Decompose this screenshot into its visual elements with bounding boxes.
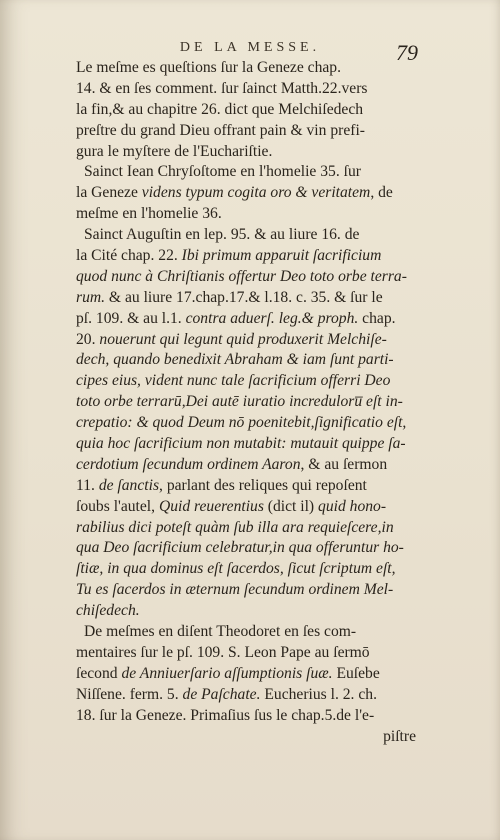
text-line [76, 204, 426, 225]
roman-text: Euſebe [332, 664, 380, 682]
roman-text: (dict il) [263, 497, 319, 515]
italic-text: de ſanctis [98, 476, 160, 494]
text-line [76, 727, 426, 748]
text-line [76, 288, 426, 309]
roman-text: 20. [76, 330, 100, 348]
body-text [76, 58, 426, 747]
roman-text: 18. ſur la Geneze. Primaſius ſus le chap.5.de l'e- [76, 706, 375, 724]
italic-text: Ibi primum apparuit ſacrificium [181, 247, 382, 265]
roman-text: chap. [358, 309, 396, 327]
roman-text: pſ. 109. & au l.1. [76, 309, 186, 327]
text-line [76, 330, 426, 351]
italic-text: cipes eius, vident nunc tale ſacrificium offerri Deo [76, 372, 391, 390]
roman-text: & au liure 17.chap.17.& l.18. c. 35. & ſur le [105, 288, 383, 306]
page-number: 79 [396, 40, 418, 65]
italic-text: Tu es ſacerdos in æternum ſecundum ordinem Mel- [76, 581, 394, 599]
roman-text: 14. & en ſes comment. ſur ſainct Matth.22.vers [76, 79, 368, 97]
text-line [76, 497, 426, 518]
text-line [76, 350, 426, 371]
text-line [76, 622, 426, 643]
text-line [76, 664, 426, 685]
text-line [76, 538, 426, 559]
text-line [76, 162, 426, 183]
text-line [76, 434, 426, 455]
italic-text: crepatio: & quod Deum nō poenitebit,ſignificatio eſt, [76, 414, 407, 432]
roman-text: Eucherius l. 2. ch. [260, 685, 377, 703]
italic-text: rabilius dici poteſt quàm ſub illa ara requieſcere,in [76, 518, 394, 536]
text-line [76, 580, 426, 601]
text-line [76, 79, 426, 100]
italic-text: de Paſchate. [182, 685, 261, 703]
text-line [76, 392, 426, 413]
italic-text: nouerunt qui legunt quid produxerit Melchiſe- [99, 330, 387, 348]
italic-text: rum. [76, 288, 106, 306]
roman-text: De meſmes en diſent Theodoret en ſes com- [84, 623, 357, 641]
italic-text: cerdotium ſecundum ordinem Aaron [76, 455, 301, 473]
roman-text: meſme en l'homelie 36. [76, 205, 222, 223]
roman-text: preſtre du grand Dieu offrant pain & vin prefi- [76, 121, 365, 139]
italic-text: dech, quando benedixit Abraham & iam ſunt parti- [76, 351, 394, 369]
text-line [76, 706, 426, 727]
text-line [76, 643, 426, 664]
italic-text: toto orbe terrarū,Dei autē iuratio increduloru̅ eſt in- [76, 393, 403, 411]
roman-text: , & au ſermon [300, 455, 388, 473]
roman-text: , parlant des reliques qui repoſent [159, 476, 367, 494]
roman-text: la Cité chap. 22. [76, 247, 182, 265]
italic-text: contra aduerſ. leg.& proph. [185, 309, 359, 327]
roman-text: Sainct Auguſtin en lep. 95. & au liure 16. de [84, 226, 360, 244]
text-line [76, 121, 426, 142]
text-line [76, 371, 426, 392]
roman-text: ſoubs l'autel, [76, 497, 159, 515]
italic-text: Quid reuerentius [158, 497, 264, 515]
italic-text: quod nunc à Chriſtianis offertur Deo toto orbe terra- [76, 267, 407, 285]
text-line [76, 601, 426, 622]
text-line [76, 142, 426, 163]
text-line [76, 246, 426, 267]
italic-text: qua Deo ſacrificium celebratur,in qua offeruntur ho- [76, 539, 404, 557]
text-line [76, 309, 426, 330]
roman-text: ſecond [76, 664, 122, 682]
text-line [76, 183, 426, 204]
text-line [76, 225, 426, 246]
italic-text: videns typum cogita oro & veritatem [141, 184, 371, 202]
roman-text: gura le myſtere de l'Euchariſtie. [76, 142, 273, 160]
roman-text: la fin,& au chapitre 26. dict que Melchiſedech [76, 100, 364, 118]
roman-text: Sainct Iean Chryſoſtome en l'homelie 35. ſur [84, 163, 361, 181]
roman-text: 11. [76, 476, 99, 494]
italic-text: chiſedech. [76, 602, 140, 620]
italic-text: de Anniuerſario aſſumptionis ſuæ. [121, 664, 333, 682]
roman-text: , de [370, 184, 393, 202]
italic-text: ſtiæ, in qua dominus eſt ſacerdos, ſicut ſcriptum eſt, [76, 560, 396, 578]
italic-text: quid hono- [318, 497, 387, 515]
italic-text: quia hoc ſacrificium non mutabit: mutauit quippe ſa- [76, 435, 406, 453]
text-line [76, 413, 426, 434]
text-line [76, 476, 426, 497]
roman-text: mentaires ſur le pſ. 109. S. Leon Pape au ſermō [76, 643, 370, 661]
text-line [76, 685, 426, 706]
roman-text: la Geneze [76, 184, 142, 202]
text-line [76, 267, 426, 288]
running-title: DE LA MESSE. [179, 40, 321, 55]
text-line [76, 518, 426, 539]
roman-text: Niſſene. ferm. 5. [76, 685, 183, 703]
text-line [76, 559, 426, 580]
text-line [76, 455, 426, 476]
roman-text: piſtre [383, 727, 416, 745]
text-line [76, 100, 426, 121]
roman-text: Le meſme es queſtions ſur la Geneze chap. [76, 59, 341, 76]
text-line [76, 58, 426, 79]
